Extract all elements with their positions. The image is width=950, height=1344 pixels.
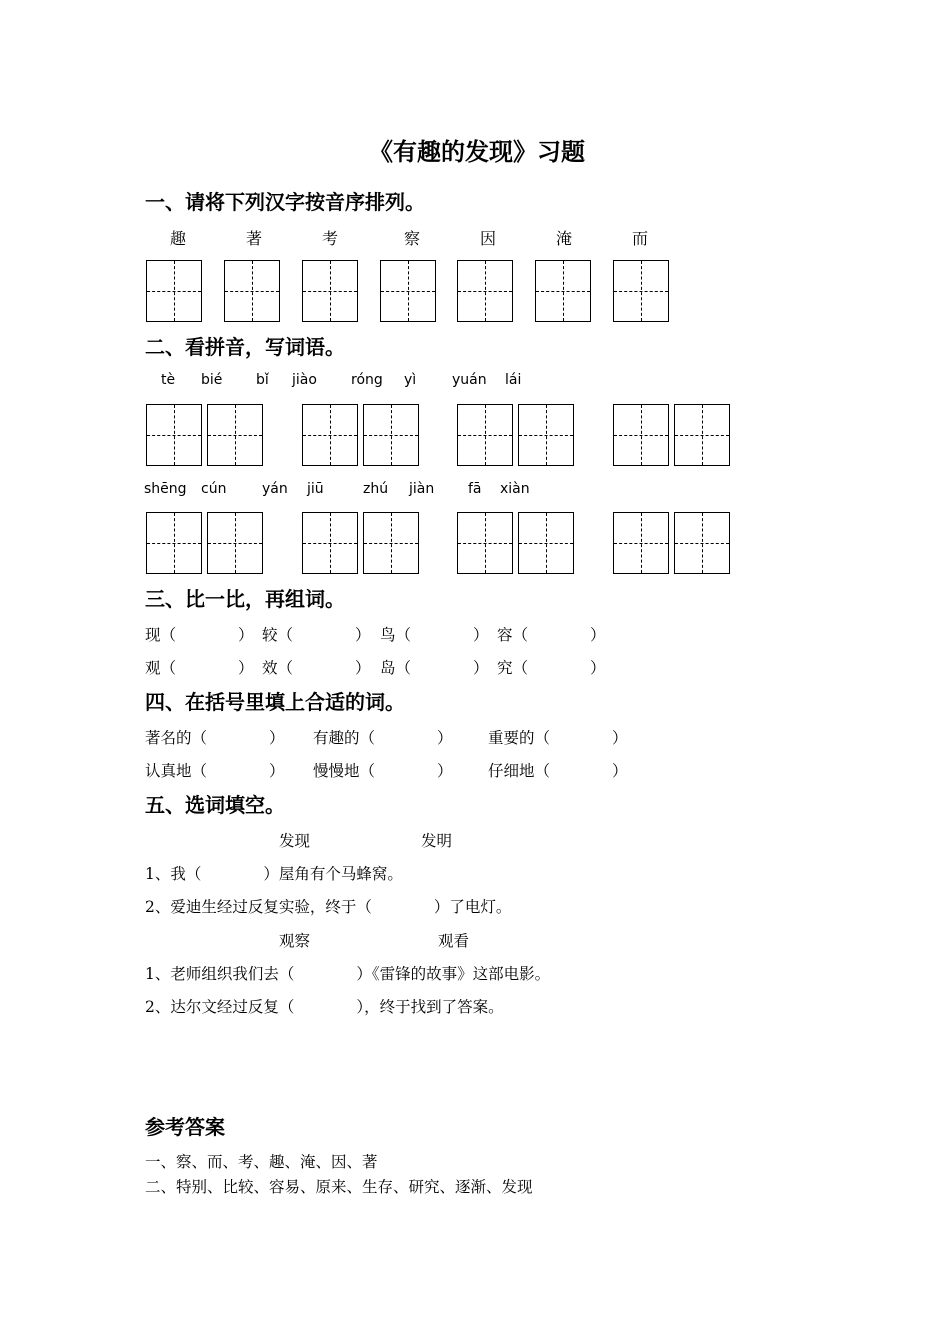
char-3: 考 [322,229,339,248]
page-title: 《有趣的发现》习题 [369,138,585,166]
writing-box[interactable] [380,260,436,322]
char-6: 淹 [556,229,573,248]
pinyin: zhú [363,481,389,497]
fill-item: 重要的（ ） [488,729,628,747]
writing-box[interactable] [146,260,202,322]
writing-box[interactable] [674,512,730,574]
compare-item: 鸟（ ） [380,626,489,644]
pinyin: cún [201,481,227,497]
compare-item: 现（ ） [145,626,254,644]
writing-box[interactable] [457,260,513,322]
writing-box[interactable] [535,260,591,322]
pinyin: bǐ [256,372,269,388]
pinyin: shēng [144,481,187,497]
char-2: 著 [246,229,263,248]
word-choice: 观看 [438,932,470,950]
word-choice: 观察 [279,932,311,950]
writing-box[interactable] [457,512,513,574]
writing-box[interactable] [363,404,419,466]
writing-box[interactable] [613,404,669,466]
sentence-item: 1、我（ ）屋角有个马蜂窝。 [145,865,403,883]
writing-box[interactable] [518,512,574,574]
writing-box[interactable] [302,404,358,466]
fill-item: 慢慢地（ ） [313,762,453,780]
char-4: 察 [404,229,421,248]
section-5-heading: 五、选词填空。 [145,793,285,817]
writing-box[interactable] [146,512,202,574]
writing-box[interactable] [363,512,419,574]
sentence-item: 1、老师组织我们去（ ）《雷锋的故事》这部电影。 [145,965,551,983]
pinyin: yuán [452,372,487,388]
word-choice: 发明 [421,832,453,850]
compare-item: 效（ ） [262,659,371,677]
section-2-heading: 二、看拼音，写词语。 [145,335,345,359]
sentence-item: 2、达尔文经过反复（ ），终于找到了答案。 [145,998,504,1016]
writing-box[interactable] [613,512,669,574]
answer-line: 一、察、而、考、趣、淹、因、著 [145,1153,378,1171]
writing-box[interactable] [518,404,574,466]
fill-item: 仔细地（ ） [488,762,628,780]
writing-box[interactable] [613,260,669,322]
pinyin: jiàn [409,481,435,497]
writing-box[interactable] [302,260,358,322]
writing-box[interactable] [207,404,263,466]
compare-item: 岛（ ） [380,659,489,677]
char-5: 因 [480,229,497,248]
pinyin: bié [201,372,223,388]
fill-item: 著名的（ ） [145,729,285,747]
word-choice: 发现 [279,832,311,850]
sentence-item: 2、爱迪生经过反复实验，终于（ ）了电灯。 [145,898,512,916]
writing-box[interactable] [146,404,202,466]
answers-heading: 参考答案 [145,1115,225,1139]
pinyin: xiàn [500,481,530,497]
writing-box[interactable] [224,260,280,322]
writing-box[interactable] [207,512,263,574]
compare-item: 观（ ） [145,659,254,677]
writing-box[interactable] [457,404,513,466]
pinyin: jiào [292,372,317,388]
compare-item: 较（ ） [262,626,371,644]
pinyin: tè [161,372,176,388]
writing-box[interactable] [302,512,358,574]
pinyin: jiū [307,481,324,497]
pinyin: fā [468,481,482,497]
compare-item: 究（ ） [497,659,606,677]
fill-item: 有趣的（ ） [313,729,453,747]
pinyin: róng [351,372,383,388]
answer-line: 二、特别、比较、容易、原来、生存、研究、逐渐、发现 [145,1178,533,1196]
section-3-heading: 三、比一比，再组词。 [145,587,345,611]
pinyin: lái [505,372,522,388]
writing-box[interactable] [674,404,730,466]
pinyin: yán [262,481,288,497]
pinyin: yì [404,372,417,388]
fill-item: 认真地（ ） [145,762,285,780]
compare-item: 容（ ） [497,626,606,644]
char-7: 而 [632,229,649,248]
char-1: 趣 [170,229,187,248]
section-4-heading: 四、在括号里填上合适的词。 [145,690,405,714]
section-1-heading: 一、请将下列汉字按音序排列。 [145,190,425,214]
